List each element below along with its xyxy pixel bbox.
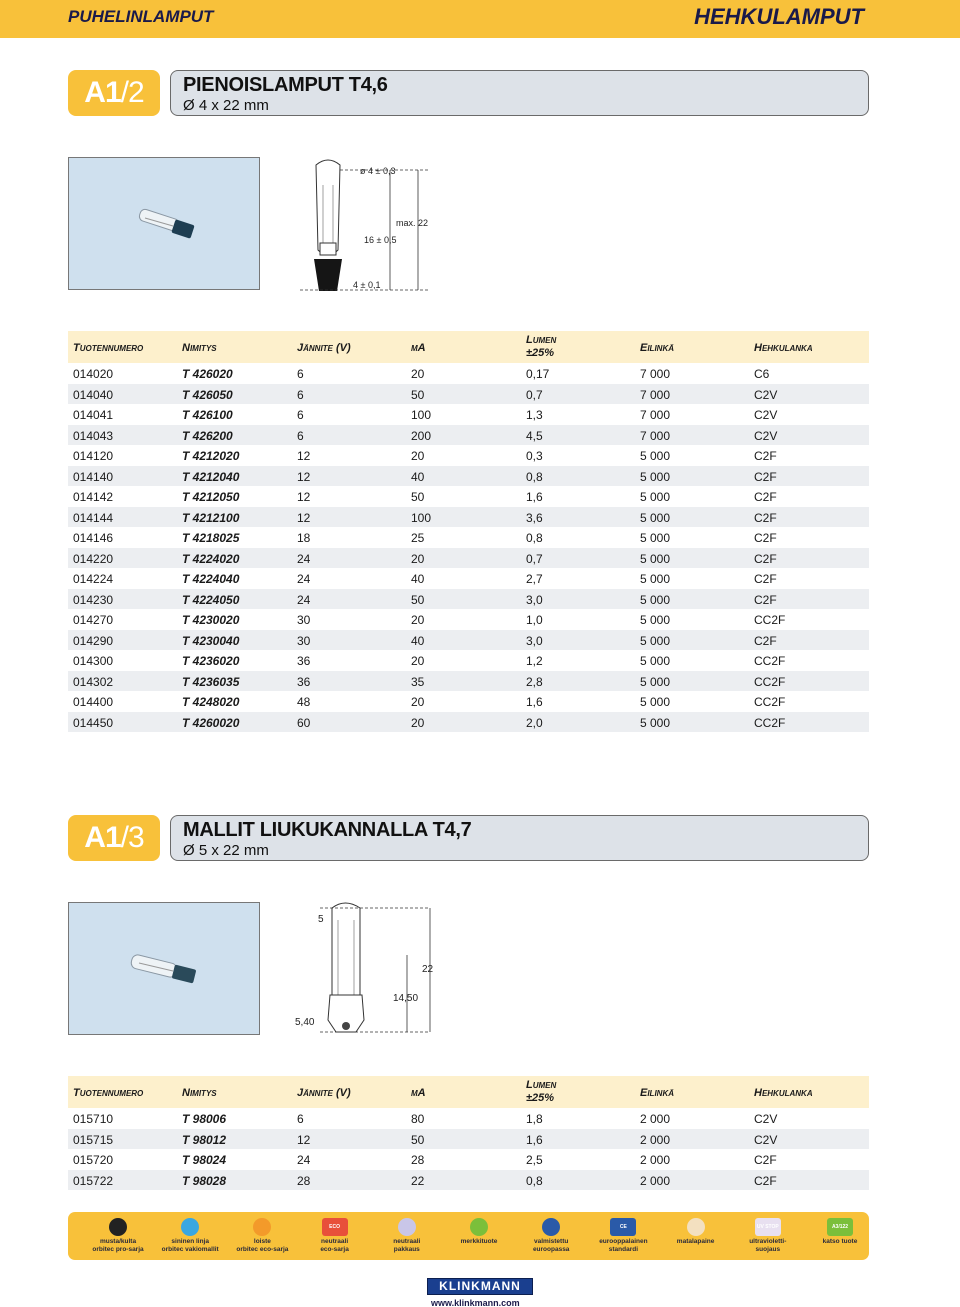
table-cell: C2F (754, 1173, 777, 1188)
table-cell: 2,8 (526, 674, 543, 689)
table-cell: 014040 (73, 387, 114, 402)
table-cell: 7 000 (640, 428, 671, 443)
product-table-2 (68, 1076, 869, 1190)
legend-icon (109, 1218, 127, 1236)
table-cell: 5 000 (640, 654, 671, 668)
table-row (68, 568, 869, 589)
table-cell: T 4212100 (182, 510, 240, 525)
table-cell: 18 (297, 531, 311, 545)
table-cell: C2F (754, 592, 777, 607)
section-badge-a1-2: A1/2 (68, 70, 160, 116)
table-cell: 015715 (73, 1132, 114, 1147)
table-cell: C2V (754, 408, 778, 422)
table-cell: 015710 (73, 1112, 114, 1126)
table-cell: 3,0 (526, 592, 543, 607)
table-row (68, 650, 869, 671)
lamp-photo-2 (68, 902, 260, 1035)
table-cell: 20 (411, 551, 425, 566)
table-cell: 2 000 (640, 1112, 671, 1126)
table-cell: 0,7 (526, 551, 543, 566)
table-cell: 2,7 (526, 572, 543, 586)
table-cell: 0,8 (526, 531, 543, 545)
table-cell: 6 (297, 408, 304, 422)
table-cell: 014450 (73, 715, 114, 730)
table-cell: 2,0 (526, 715, 543, 730)
legend-item (446, 1218, 512, 1246)
table-cell: 014302 (73, 674, 114, 689)
table-cell: T 98006 (182, 1112, 227, 1126)
table-row (68, 425, 869, 446)
table-cell: 40 (411, 572, 425, 586)
legend-icon (398, 1218, 416, 1236)
table-cell: T 4260020 (182, 715, 240, 730)
legend-sublabel: standardi (608, 1246, 639, 1253)
klinkmann-logo: KLINKMANN (427, 1278, 533, 1295)
table-cell: 1,6 (526, 695, 543, 709)
table-cell: 36 (297, 674, 311, 689)
table-cell: T 4230020 (182, 613, 240, 627)
table-cell: 25 (411, 531, 425, 545)
legend-icon (181, 1218, 199, 1236)
table-cell: 5 000 (640, 449, 671, 463)
table-cell: 24 (297, 572, 311, 586)
table-cell: 6 (297, 1112, 304, 1126)
table-cell: 100 (411, 408, 432, 422)
table-cell: 24 (297, 551, 311, 566)
table-header: Tuotennumero Nimitys Jännite (V) mA Lumen ±25% Eilinkä Hehkulanka (68, 331, 869, 363)
table-cell: T 4212050 (182, 490, 240, 504)
table-cell: 5 000 (640, 490, 671, 504)
table-row (68, 671, 869, 692)
table-cell: C2F (754, 449, 777, 463)
table-cell: T 4212040 (182, 469, 240, 484)
table-cell: T 426020 (182, 367, 233, 381)
legend-sublabel: eco-sarja (320, 1246, 349, 1253)
table-cell: 5 000 (640, 715, 671, 730)
table-header-2: Tuotennumero Nimitys Jännite (V) mA Lumen ±25% Eilinkä Hehkulanka (68, 1076, 869, 1108)
legend-icon: ECO (322, 1218, 348, 1236)
table-cell: T 98024 (182, 1153, 227, 1167)
table-cell: 20 (411, 367, 425, 381)
table-cell: 014224 (73, 572, 114, 586)
section-title: PIENOISLAMPUT T4,6 (183, 74, 388, 96)
table-cell: 2 000 (640, 1153, 671, 1167)
table-cell: 5 000 (640, 592, 671, 607)
table-cell: 5 000 (640, 613, 671, 627)
table-row (68, 527, 869, 548)
table-cell: 0,8 (526, 469, 543, 484)
dimension-drawing (290, 155, 440, 295)
section-title-2: MALLIT LIUKUKANNALLA T4,7 (183, 819, 472, 841)
top-bar (0, 0, 960, 38)
legend-sublabel: orbitec pro-sarja (92, 1246, 144, 1253)
table-cell: 6 (297, 367, 304, 381)
legend-item (85, 1218, 151, 1254)
table-cell: CC2F (754, 613, 786, 627)
section-header (170, 70, 869, 116)
table-cell: 014120 (73, 449, 114, 463)
table-row (68, 486, 869, 507)
table-cell: 1,8 (526, 1112, 543, 1126)
table-cell: 24 (297, 592, 311, 607)
table-cell: T 426100 (182, 408, 233, 422)
legend-icon (687, 1218, 705, 1236)
table-cell: T 98012 (182, 1132, 227, 1147)
legend-label: neutraali (321, 1238, 349, 1245)
legend-label: valmistettu (534, 1238, 569, 1245)
table-cell: T 4224040 (182, 572, 240, 586)
legend-icon (542, 1218, 560, 1236)
legend-icon: CE (610, 1218, 636, 1236)
legend-bar (68, 1212, 869, 1260)
legend-item (735, 1218, 801, 1254)
table-cell: C2V (754, 1132, 778, 1147)
table-cell: C2F (754, 469, 777, 484)
table-cell: 014041 (73, 408, 114, 422)
table-cell: 4,5 (526, 428, 543, 443)
table-cell: 12 (297, 510, 311, 525)
table-cell: C2V (754, 428, 778, 443)
table-cell: 5 000 (640, 531, 671, 545)
table-cell: 0,7 (526, 387, 543, 402)
table-cell: 2 000 (640, 1173, 671, 1188)
legend-sublabel: orbitec eco-sarja (236, 1246, 289, 1253)
table-cell: 2,5 (526, 1153, 543, 1167)
table-cell: 015720 (73, 1153, 114, 1167)
table-cell: C2F (754, 572, 777, 586)
legend-item (302, 1218, 368, 1254)
table-cell: 1,0 (526, 613, 543, 627)
table-cell: C6 (754, 367, 770, 381)
table-cell: T 4236020 (182, 654, 240, 668)
table-cell: 1,3 (526, 408, 543, 422)
legend-label: ultravioletti- (749, 1238, 787, 1245)
table-cell: 014146 (73, 531, 114, 545)
legend-label: matalapaine (676, 1238, 715, 1245)
table-cell: C2F (754, 633, 777, 648)
legend-item (590, 1218, 656, 1254)
table-cell: 7 000 (640, 408, 671, 422)
lamp-image-2 (69, 903, 259, 1034)
section-subtitle: Ø 4 x 22 mm (183, 97, 269, 114)
table-cell: 014142 (73, 490, 114, 504)
table-cell: T 4236035 (182, 674, 240, 689)
table-cell: 80 (411, 1112, 425, 1126)
table-cell: T 98028 (182, 1173, 227, 1188)
table-cell: 0,8 (526, 1173, 543, 1188)
table-cell: 50 (411, 387, 425, 402)
table-cell: T 4218025 (182, 531, 240, 545)
legend-label: neutraali (393, 1238, 421, 1245)
table-cell: 28 (411, 1153, 425, 1167)
dim-diameter-2: 5 (318, 914, 324, 925)
dim-diameter: ø 4 ± 0,3 (360, 166, 396, 176)
legend-item (807, 1218, 873, 1246)
table-cell: 0,3 (526, 449, 543, 463)
table-row (68, 712, 869, 733)
legend-item (663, 1218, 729, 1246)
table-cell: 12 (297, 490, 311, 504)
lamp-photo (68, 157, 260, 290)
section-header-2 (170, 815, 869, 861)
lamp-image (69, 158, 259, 289)
table-cell: 36 (297, 654, 311, 668)
legend-icon (470, 1218, 488, 1236)
table-cell: 5 000 (640, 633, 671, 648)
legend-label: katso tuote (822, 1238, 858, 1245)
legend-sublabel: euroopassa (532, 1246, 570, 1253)
legend-sublabel: pakkaus (393, 1246, 420, 1253)
table-cell: 40 (411, 633, 425, 648)
table-cell: T 4230040 (182, 633, 240, 648)
table-cell: 50 (411, 592, 425, 607)
table-cell: 014043 (73, 428, 114, 443)
table-cell: 20 (411, 654, 425, 668)
table-cell: 014140 (73, 469, 114, 484)
table-cell: CC2F (754, 674, 786, 689)
table-row (68, 609, 869, 630)
table-cell: T 426200 (182, 428, 233, 443)
legend-label: sininen linja (171, 1238, 209, 1245)
table-row (68, 691, 869, 712)
legend-item (229, 1218, 295, 1254)
table-cell: 30 (297, 613, 311, 627)
table-row (68, 404, 869, 425)
dim-length: 16 ± 0,5 (364, 235, 397, 245)
table-cell: T 426050 (182, 387, 233, 402)
table-cell: 015722 (73, 1173, 114, 1188)
legend-icon: UV STOP (755, 1218, 781, 1236)
table-cell: 20 (411, 715, 425, 730)
dim-mid-2: 14,50 (393, 993, 419, 1004)
table-cell: 60 (297, 715, 311, 730)
legend-item (157, 1218, 223, 1254)
dim-base: 4 ± 0,1 (353, 280, 381, 290)
table-row (68, 384, 869, 405)
table-cell: 30 (297, 633, 311, 648)
table-cell: 50 (411, 490, 425, 504)
table-cell: T 4248020 (182, 695, 240, 709)
table-cell: T 4212020 (182, 449, 240, 463)
table-cell: 35 (411, 674, 425, 689)
table-cell: 12 (297, 1132, 311, 1147)
table-cell: 014230 (73, 592, 114, 607)
dim-max-2: 22 (422, 964, 434, 975)
legend-sublabel: orbitec vakiomallit (161, 1246, 219, 1253)
table-cell: 014400 (73, 695, 114, 709)
table-cell: 20 (411, 695, 425, 709)
legend-item (374, 1218, 440, 1254)
category-left: PUHELINLAMPUT (68, 7, 214, 26)
category-right: HEHKULAMPUT (694, 4, 864, 29)
section-subtitle-2: Ø 5 x 22 mm (183, 842, 269, 859)
table-cell: C2F (754, 531, 777, 545)
table-cell: 5 000 (640, 469, 671, 484)
table-cell: T 4224020 (182, 551, 240, 566)
legend-sublabel: suojaus (755, 1246, 781, 1253)
dim-max: max. 22 (396, 218, 429, 228)
table-cell: 5 000 (640, 695, 671, 709)
table-cell: 1,6 (526, 1132, 543, 1147)
table-row (68, 589, 869, 610)
table-row (68, 1108, 869, 1129)
table-cell: CC2F (754, 654, 786, 668)
table-row (68, 1170, 869, 1191)
table-cell: 014270 (73, 613, 114, 627)
table-cell: 28 (297, 1173, 311, 1188)
table-cell: 014220 (73, 551, 114, 566)
table-cell: C2F (754, 551, 777, 566)
table-row (68, 1129, 869, 1150)
legend-label: loiste (253, 1238, 271, 1245)
table-cell: 1,2 (526, 654, 543, 668)
table-cell: 5 000 (640, 674, 671, 689)
table-cell: C2V (754, 1112, 778, 1126)
table-cell: 1,6 (526, 490, 543, 504)
table-cell: 40 (411, 469, 425, 484)
legend-icon: A3/122 (827, 1218, 853, 1236)
dimension-drawing-2 (290, 900, 440, 1040)
table-cell: 50 (411, 1132, 425, 1147)
table-cell: 5 000 (640, 572, 671, 586)
table-cell: T 4224050 (182, 592, 240, 607)
table-cell: CC2F (754, 695, 786, 709)
table-cell: 014020 (73, 367, 114, 381)
table-cell: C2F (754, 1153, 777, 1167)
table-row (68, 1149, 869, 1170)
table-cell: 6 (297, 387, 304, 402)
dim-base-2: 5,40 (295, 1017, 315, 1028)
table-cell: 014290 (73, 633, 114, 648)
product-table-1 (68, 331, 869, 732)
table-cell: 24 (297, 1153, 311, 1167)
table-cell: 2 000 (640, 1132, 671, 1147)
table-row (68, 466, 869, 487)
legend-label: eurooppalainen (599, 1238, 648, 1245)
table-cell: 3,0 (526, 633, 543, 648)
table-row (68, 630, 869, 651)
section-badge-a1-3: A1/3 (68, 815, 160, 861)
table-cell: 5 000 (640, 510, 671, 525)
website-url: www.klinkmann.com (431, 1298, 520, 1307)
legend-label: merkkituote (460, 1238, 498, 1245)
table-cell: 6 (297, 428, 304, 443)
legend-label: musta/kulta (99, 1238, 137, 1245)
table-cell: 20 (411, 613, 425, 627)
table-cell: 0,17 (526, 367, 550, 381)
table-row (68, 548, 869, 569)
table-cell: 12 (297, 449, 311, 463)
table-cell: 014144 (73, 510, 114, 525)
table-cell: 7 000 (640, 367, 671, 381)
table-cell: 22 (411, 1173, 425, 1188)
table-cell: C2F (754, 490, 777, 504)
table-cell: CC2F (754, 715, 786, 730)
table-cell: 014300 (73, 654, 114, 668)
table-cell: C2V (754, 387, 778, 402)
table-cell: C2F (754, 510, 777, 525)
table-cell: 200 (411, 428, 432, 443)
table-row (68, 507, 869, 528)
table-cell: 100 (411, 510, 432, 525)
table-cell: 3,6 (526, 510, 543, 525)
table-cell: 48 (297, 695, 311, 709)
table-cell: 20 (411, 449, 425, 463)
table-row (68, 363, 869, 384)
table-cell: 7 000 (640, 387, 671, 402)
legend-icon (253, 1218, 271, 1236)
table-row (68, 445, 869, 466)
legend-item (518, 1218, 584, 1254)
table-cell: 5 000 (640, 551, 671, 566)
table-cell: 12 (297, 469, 311, 484)
